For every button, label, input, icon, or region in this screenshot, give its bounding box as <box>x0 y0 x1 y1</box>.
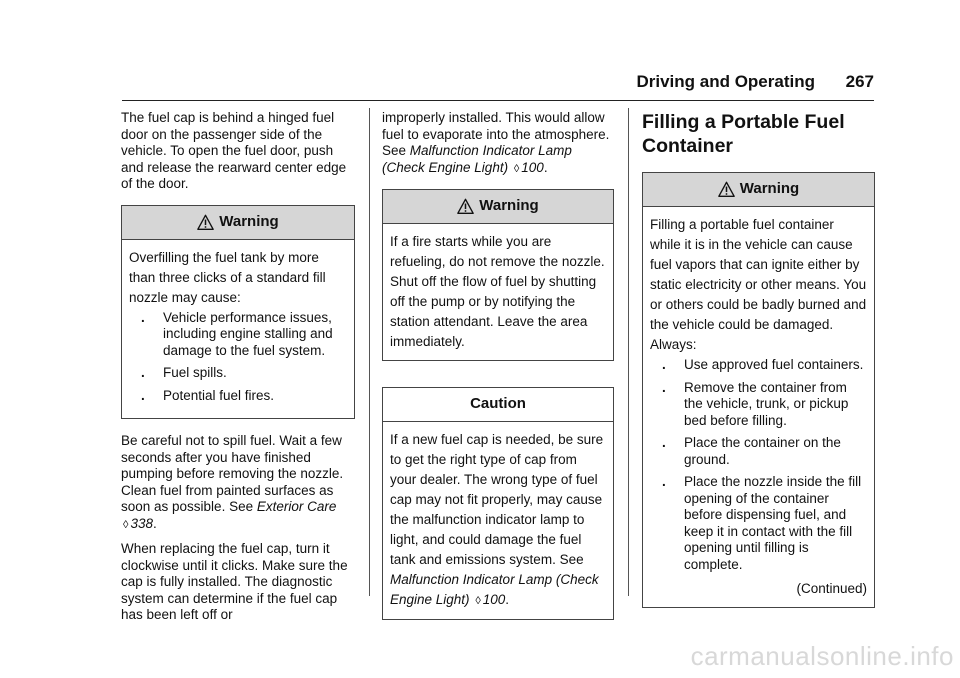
replacing-cap-paragraph: When replacing the fuel cap, turn it clockwise until it clicks. Make sure the cap is fully installed. The diagnostic system can determine if the fuel cap has been left off or <box>121 541 348 622</box>
list-item: . Remove the container from the vehicle, trunk, or pickup bed before filling. <box>662 379 849 428</box>
list-item: . Use approved fuel containers. <box>662 357 864 372</box>
warning-box-body <box>643 207 874 607</box>
column-1 <box>121 110 355 632</box>
warning-bullet-list <box>129 310 347 405</box>
page-reference-arrow-icon: ◊ <box>513 162 520 175</box>
page-reference-arrow-icon: ◊ <box>123 518 129 531</box>
section-title: Driving and Operating <box>636 72 815 91</box>
page-reference: 100 <box>482 592 506 607</box>
warning-text: Overfilling the fuel tank by more than three clicks of a standard fill nozzle may cause: <box>129 249 326 305</box>
warning-box-overfilling <box>121 205 355 420</box>
caution-box-header <box>383 388 613 422</box>
warning-box-fire <box>382 189 614 361</box>
column-divider <box>628 108 629 596</box>
caution-text: If a new fuel cap is needed, be sure to get the right type of cap from your dealer. The wrong type of fuel cap may not fit properly, may cause the malfunction indicator lamp to light, and could damage the fuel tank and emissions system. See Malfunction Indicator Lamp (Check Engine Light) ◊ 100. <box>390 432 604 607</box>
continued-label: (Continued) <box>796 581 867 596</box>
page-header <box>0 72 960 100</box>
caution-title: Caution <box>470 395 526 413</box>
column-divider <box>369 108 370 596</box>
warning-text: Filling a portable fuel container while it is in the vehicle can cause fuel vapors that can ignite either by static electricity or other means. You or others could be badly burned and the vehicle could be damaged. Always: <box>650 217 867 352</box>
page-reference: 338 <box>130 515 153 531</box>
caution-box <box>382 387 614 620</box>
warning-triangle-icon <box>718 181 735 198</box>
warning-box-portable-container <box>642 172 875 608</box>
warning-title: Warning <box>739 180 800 198</box>
warning-triangle-icon <box>457 198 474 215</box>
warning-title: Warning <box>219 212 279 230</box>
list-item: . Potential fuel fires. <box>141 387 275 403</box>
column-2 <box>382 110 614 634</box>
watermark: carmanualsonline.info <box>690 641 954 671</box>
header-rule <box>122 100 874 101</box>
page-number: 267 <box>845 72 874 91</box>
cross-reference-link[interactable]: Malfunction Indicator Lamp (Check Engine Light) <box>382 143 572 175</box>
warning-box-header <box>383 190 613 224</box>
warning-triangle-icon <box>197 214 214 231</box>
spill-paragraph: Be careful not to spill fuel. Wait a few seconds after you have finished pumping before removing the nozzle. Clean fuel from painted surfaces as soon as possible. See Exterior Care ◊ 338. <box>121 433 344 531</box>
section-heading: Filling a Portable Fuel Container <box>642 111 845 157</box>
page-reference: 100 <box>521 159 544 175</box>
warning-text: If a fire starts while you are refueling, do not remove the nozzle. Shut off the flow of fuel by shutting off the pump or by notifying the station attendant. Leave the area immediately. <box>390 234 605 349</box>
warning-box-body <box>383 224 613 360</box>
warning-bullet-list <box>650 357 867 573</box>
column-3 <box>642 110 875 622</box>
list-item: . Place the container on the ground. <box>662 435 841 467</box>
warning-box-header <box>122 206 354 240</box>
cross-reference-link[interactable]: Malfunction Indicator Lamp (Check Engine Light) <box>390 572 599 607</box>
continued-paragraph: improperly installed. This would allow fuel to evaporate into the atmosphere. See Malfunction Indicator Lamp (Check Engine Light) ◊ 100. <box>382 110 610 175</box>
list-item: . Vehicle performance issues, including engine stalling and damage to the fuel system. <box>141 309 333 358</box>
list-item: . Fuel spills. <box>141 365 227 380</box>
warning-box-body <box>122 240 354 419</box>
cross-reference-link[interactable]: Exterior Care <box>256 499 337 514</box>
page-reference-arrow-icon: ◊ <box>475 595 481 607</box>
fuel-cap-intro: The fuel cap is behind a hinged fuel door on the passenger side of the vehicle. To open the fuel door, push and release the rearward center edge of the door. <box>121 110 347 191</box>
warning-title: Warning <box>479 197 539 215</box>
caution-box-body <box>383 422 613 619</box>
list-item: . Place the nozzle inside the fill opening of the container before dispensing fuel, and keep it in contact with the fill opening until filling is complete. <box>662 474 862 572</box>
warning-box-header <box>643 173 874 207</box>
